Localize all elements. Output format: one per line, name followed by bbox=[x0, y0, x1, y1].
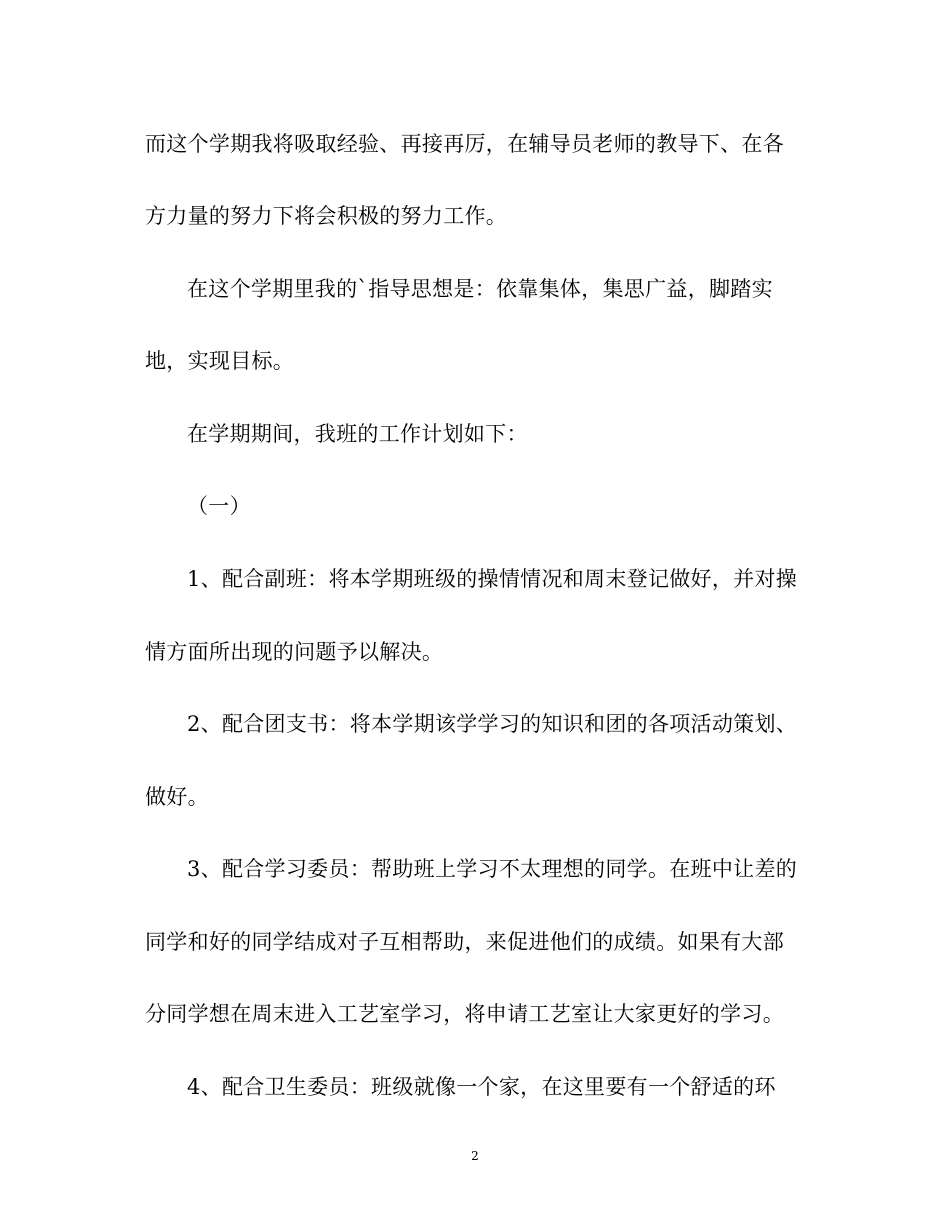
page-number: 2 bbox=[471, 1149, 479, 1163]
paragraph-line: 分同学想在周末进入工艺室学习，将申请工艺室让大家更好的学习。 bbox=[145, 1002, 784, 1026]
paragraph-line: 做好。 bbox=[145, 785, 209, 809]
paragraph-line: 3、配合学习委员：帮助班上学习不太理想的同学。在班中让差的 bbox=[187, 857, 798, 881]
paragraph-line: 1、配合副班：将本学期班级的操情情况和周末登记做好，并对操 bbox=[187, 567, 798, 591]
section-heading: （一） bbox=[187, 494, 251, 518]
paragraph-line: 情方面所出现的问题予以解决。 bbox=[145, 640, 444, 664]
paragraph-line: 2、配合团支书：将本学期该学学习的知识和团的各项活动策划、 bbox=[187, 712, 798, 736]
paragraph-line: 同学和好的同学结成对子互相帮助，来促进他们的成绩。如果有大部 bbox=[145, 930, 784, 954]
paragraph-line: 在学期期间，我班的工作计划如下： bbox=[187, 422, 528, 446]
paragraph-line: 4、配合卫生委员：班级就像一个家，在这里要有一个舒适的环 bbox=[187, 1075, 776, 1099]
paragraph-line: 方力量的努力下将会积极的努力工作。 bbox=[145, 204, 508, 228]
paragraph-line: 地，实现目标。 bbox=[145, 349, 295, 373]
paragraph-line: 在这个学期里我的`指导思想是：依靠集体，集思广益，脚踏实 bbox=[187, 277, 773, 301]
paragraph-line: 而这个学期我将吸取经验、再接再厉，在辅导员老师的教导下、在各 bbox=[145, 132, 784, 156]
